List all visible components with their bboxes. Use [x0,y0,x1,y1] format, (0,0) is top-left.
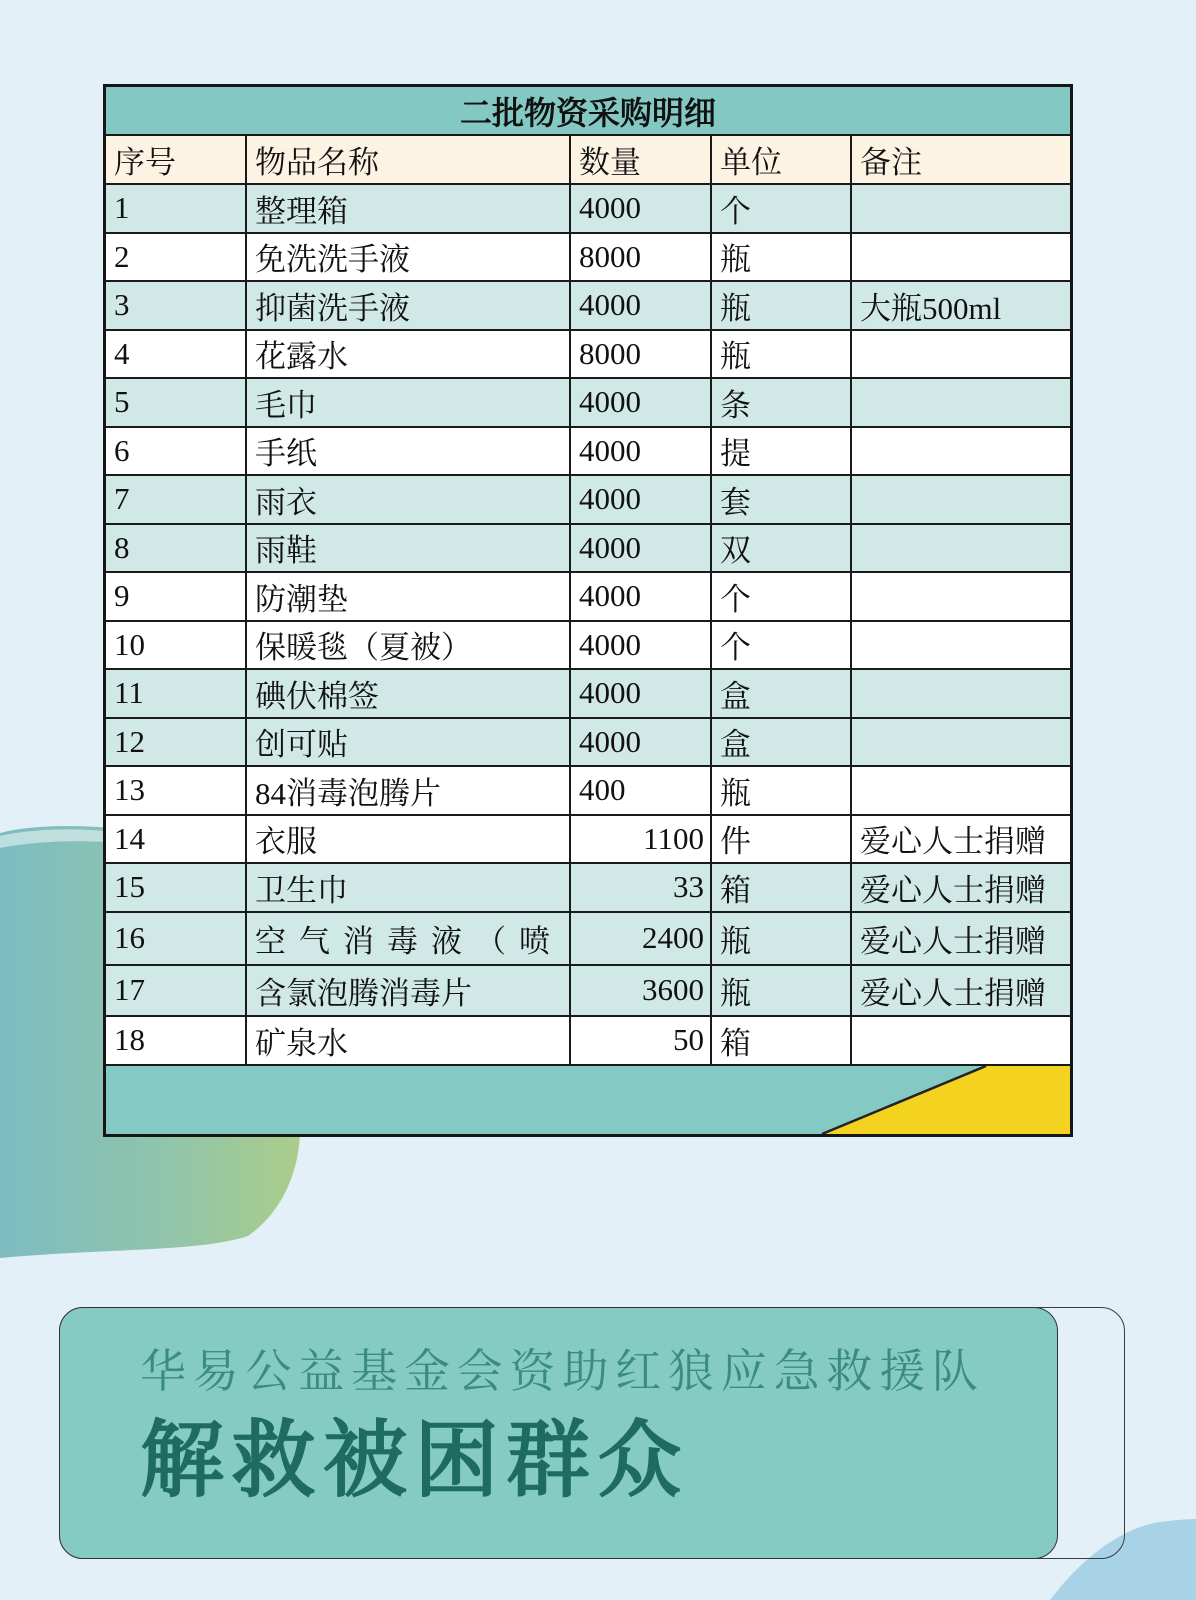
cell-seq: 6 [106,428,247,475]
table-row [106,185,1070,234]
cell-note [852,622,1070,669]
header-quantity: 数量 [571,136,712,183]
cell-seq: 15 [106,864,247,911]
cell-seq: 2 [106,234,247,281]
cell-seq: 8 [106,525,247,572]
cell-seq: 4 [106,331,247,378]
cell-quantity: 4000 [571,379,712,426]
cell-unit: 盒 [712,670,852,717]
table-row [106,331,1070,380]
cell-item-name: 矿泉水 [247,1017,571,1064]
table-row [106,864,1070,913]
table-row [106,670,1070,719]
header-item-name: 物品名称 [247,136,571,183]
cell-seq: 12 [106,719,247,766]
cell-unit: 双 [712,525,852,572]
cell-seq: 18 [106,1017,247,1064]
header-unit: 单位 [712,136,852,183]
table-row [106,428,1070,477]
cell-quantity: 4000 [571,476,712,523]
cell-quantity: 400 [571,767,712,814]
cell-quantity: 4000 [571,282,712,329]
cell-quantity: 4000 [571,185,712,232]
cell-item-name: 卫生巾 [247,864,571,911]
cell-item-name: 含氯泡腾消毒片 [247,966,571,1015]
cell-note: 爱心人士捐赠 [860,975,1046,1011]
cell-note [852,767,1070,814]
cell-note: 爱心人士捐赠 [860,824,1046,860]
cell-unit: 个 [712,185,852,232]
cell-seq: 10 [106,622,247,669]
cell-unit: 瓶 [712,234,852,281]
table-row [106,573,1070,622]
cell-quantity: 8000 [571,331,712,378]
cell-item-name: 花露水 [247,331,571,378]
cell-unit: 瓶 [712,966,852,1015]
cell-unit: 条 [712,379,852,426]
cell-unit: 瓶 [712,913,852,964]
cell-seq: 3 [106,282,247,329]
cell-quantity: 8000 [571,234,712,281]
cell-note: 大瓶500ml [860,290,1002,326]
cell-note [852,379,1070,426]
header-seq: 序号 [106,136,247,183]
cell-unit: 瓶 [712,767,852,814]
yellow-corner-shape [822,1066,1070,1134]
cell-note [852,670,1070,717]
cell-item-name: 免洗洗手液 [247,234,571,281]
cell-item-name: 雨衣 [247,476,571,523]
cell-unit: 件 [712,816,852,863]
cell-item-name: 雨鞋 [247,525,571,572]
cell-unit: 套 [712,476,852,523]
cell-note [852,476,1070,523]
cell-item-name: 手纸 [247,428,571,475]
table-row [106,966,1070,1017]
cell-seq: 16 [106,913,247,964]
cell-seq: 17 [106,966,247,1015]
cell-unit: 瓶 [712,282,852,329]
cell-seq: 14 [106,816,247,863]
table-row [106,379,1070,428]
cell-note [852,719,1070,766]
cell-quantity: 2400 [571,913,712,964]
cell-unit: 盒 [712,719,852,766]
cell-quantity: 33 [571,864,712,911]
cell-item-name: 防潮垫 [247,573,571,620]
cell-note [852,525,1070,572]
cell-item-name: 衣服 [247,816,571,863]
cell-quantity: 4000 [571,622,712,669]
table-body [106,185,1070,1066]
cell-item-name: 整理箱 [247,185,571,232]
cell-item-name: 创可贴 [247,719,571,766]
cell-unit: 瓶 [712,331,852,378]
cell-seq: 1 [106,185,247,232]
table-row [106,622,1070,671]
table-row [106,476,1070,525]
cell-note: 爱心人士捐赠 [860,923,1046,959]
table-row [106,525,1070,574]
table-row [106,1017,1070,1066]
cell-note [852,428,1070,475]
cell-note [852,185,1070,232]
header-note: 备注 [860,145,922,180]
cell-quantity: 4000 [571,670,712,717]
table-row [106,282,1070,331]
cell-quantity: 4000 [571,573,712,620]
cell-seq: 5 [106,379,247,426]
cell-quantity: 50 [571,1017,712,1064]
cell-quantity: 3600 [571,966,712,1015]
table-header-row [106,136,1070,185]
cell-note [852,331,1070,378]
cell-item-name: 84消毒泡腾片 [247,767,571,814]
table-row [106,913,1070,966]
cell-unit: 个 [712,622,852,669]
cell-item-name: 碘伏棉签 [247,670,571,717]
cell-seq: 9 [106,573,247,620]
table-title: 二批物资采购明细 [106,87,1070,136]
cell-unit: 箱 [712,864,852,911]
banner [59,1307,1058,1559]
table-footer-band [106,1066,1070,1134]
cell-seq: 11 [106,670,247,717]
cell-item-name: 空气消毒液（喷 [247,913,571,964]
cell-item-name: 保暖毯（夏被） [247,622,571,669]
cell-unit: 箱 [712,1017,852,1064]
cell-unit: 个 [712,573,852,620]
cell-unit: 提 [712,428,852,475]
cell-item-name: 抑菌洗手液 [247,282,571,329]
procurement-table [103,84,1073,1137]
banner-subtitle: 华易公益基金会资助红狼应急救援队 [140,1344,985,1398]
cell-quantity: 4000 [571,428,712,475]
table-row [106,816,1070,865]
cell-note: 爱心人士捐赠 [860,872,1046,908]
cell-note [852,234,1070,281]
table-row [106,234,1070,283]
cell-note [852,1017,1070,1064]
table-row [106,767,1070,816]
cell-note [852,573,1070,620]
table-row [106,719,1070,768]
cell-seq: 13 [106,767,247,814]
cell-quantity: 1100 [571,816,712,863]
cell-quantity: 4000 [571,525,712,572]
cell-seq: 7 [106,476,247,523]
banner-headline: 解救被困群众 [140,1411,690,1509]
cell-item-name: 毛巾 [247,379,571,426]
cell-quantity: 4000 [571,719,712,766]
footer-band-graphic [106,1066,1070,1134]
